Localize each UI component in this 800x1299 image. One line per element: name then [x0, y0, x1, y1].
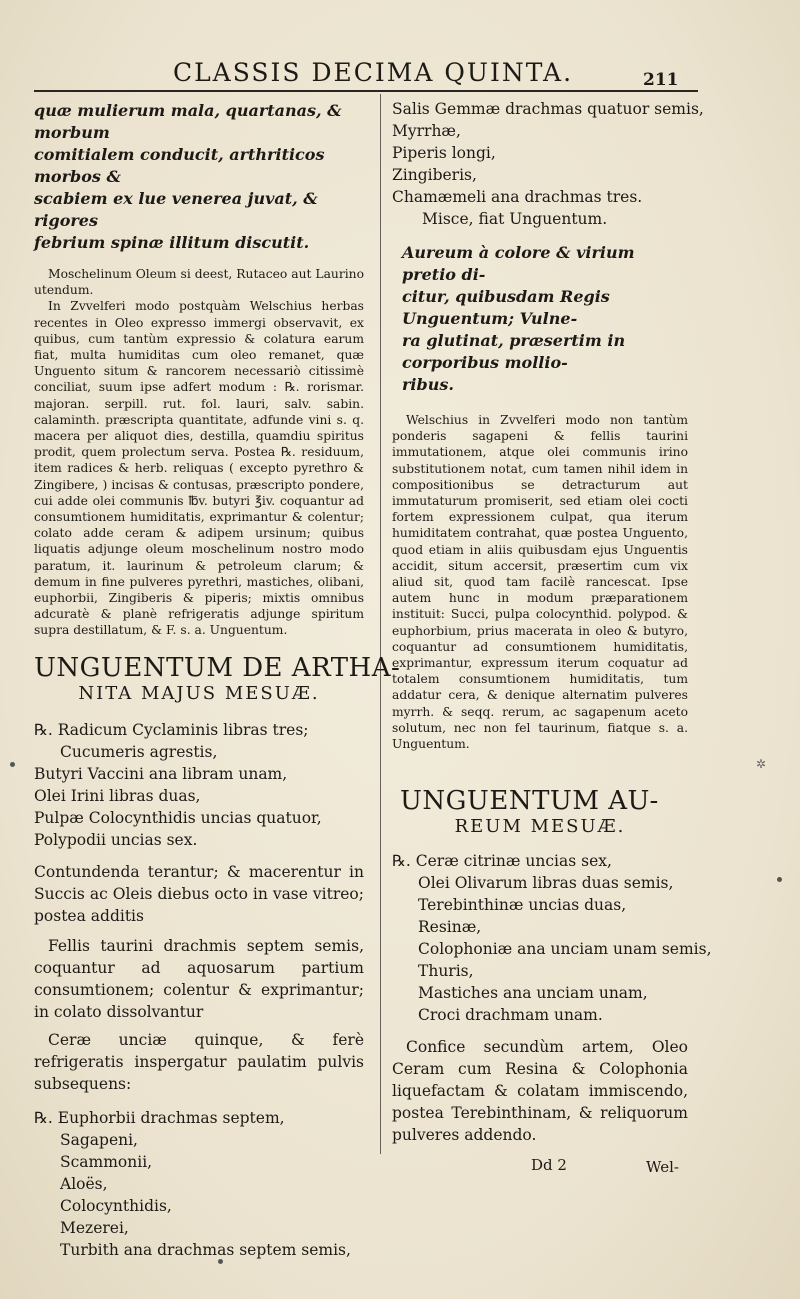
- recipe-line: Colophoniæ ana unciam unam semis,: [418, 940, 712, 959]
- text-line: scabiem ex lue venerea juvat, & rigores: [34, 189, 318, 230]
- recipe-line: Sagapeni,: [60, 1130, 138, 1149]
- recipe-line: Mezerei,: [60, 1218, 129, 1237]
- right-column: [392, 98, 712, 1160]
- recipe-list: [392, 98, 704, 230]
- recipe-line: Terebinthinæ uncias duas,: [418, 896, 627, 915]
- heading-line: REUM MESUÆ.: [454, 816, 626, 838]
- recipe-line: Olei Olivarum libras duas semis,: [418, 874, 674, 893]
- note-text: Welschius in Zvvelferi modo non tantùm ponderis sagapeni & fellis taurini immutationem, atque olei communis irino substitutionem notat, cum tamen nihil idem in compositionibus se detracturum aut immutaturum promiserit, sed etiam olei cocti fortem expressionem culpat, qua iterum humiditatem contrahat, quæ postea Unguento, quod etiam in aliis quibusdam ejus Unguentis accidit, situm accersit, præsertim cum vix aliud sit, quod tam facilè rancescat. Ipse autem hunc in modum præparationem instituit: Succi, pulpa colocynthid. polypod. & euphorbium, prius macerata in oleo & butyro, coquantur ad consumtionem humiditatis, exprimantur, expressum iterum coquatur ad totalem consumtionem humiditatis, tum addatur cera, & denique alternatim pulveres myrrh. & seqq. rerum, ac sagapenum aceto solutum, nec non fel taurinum, fiatque s. a. Unguentum.: [392, 413, 688, 752]
- recipe-line: Chamæmeli ana drachmas tres.: [392, 188, 643, 206]
- recipe-line: Colocynthidis,: [60, 1196, 172, 1215]
- heading-line: UNGUENTUM AU-: [400, 786, 659, 817]
- print-speck: [218, 1259, 223, 1264]
- page-header: CLASSIS DECIMA QUINTA.: [172, 58, 574, 87]
- body-text: Fellis taurini drachmis septem semis, coquantur ad aquosarum partium consumtionem; colentur & exprimantur; in colato dissolvantur: [34, 936, 364, 1021]
- print-speck: [777, 877, 782, 882]
- body-paragraph: [34, 1029, 364, 1095]
- recipe-list: [34, 719, 364, 851]
- recipe-line: Mastiches ana unciam unam,: [418, 984, 648, 1003]
- text-line: ra glutinat, præsertim in corporibus mollio-: [402, 331, 626, 372]
- recipe-list: [34, 1107, 364, 1261]
- recipe-line: Zingiberis,: [392, 166, 477, 184]
- recipe-line: Cucumeris agrestis,: [60, 742, 218, 761]
- text-line: comitialem conducit, arthriticos morbos &: [34, 145, 325, 186]
- recipe-line: Salis Gemmæ drachmas quatuor semis,: [392, 100, 704, 118]
- recipe-line: Polypodii uncias sex.: [34, 830, 198, 849]
- text-line: ribus.: [402, 375, 454, 394]
- page-number: 211: [643, 70, 679, 90]
- text-line: febrium spinæ illitum discutit.: [34, 233, 310, 252]
- ink-blot: ✲: [756, 757, 767, 771]
- recipe-line: Turbith ana drachmas septem semis,: [60, 1240, 351, 1259]
- header-rule: [34, 90, 698, 92]
- note-paragraph: [392, 412, 688, 752]
- text-line: quæ mulierum mala, quartanas, & morbum: [34, 101, 342, 142]
- usage-italic: [392, 242, 688, 396]
- recipe-line: Olei Irini libras duas,: [34, 786, 201, 805]
- signature-mark: Dd 2: [531, 1156, 567, 1174]
- left-column: [34, 100, 401, 1261]
- note-paragraph: [34, 266, 364, 298]
- intro-italic: [34, 100, 364, 254]
- recipe-line: ℞. Ceræ citrinæ uncias sex,: [392, 852, 612, 871]
- recipe-line: Piperis longi,: [392, 144, 496, 162]
- recipe-line: ℞. Radicum Cyclaminis libras tres;: [34, 720, 309, 739]
- recipe-line: Aloës,: [60, 1174, 108, 1193]
- text-line: Aureum à colore & virium pretio di-: [402, 243, 635, 284]
- note-text: In Zvvelferi modo postquàm Welschius herbas recentes in Oleo expresso immergi observavit, ex quibus, cum tantùm expressio & colatura earum fiat, multa humiditas cum oleo remanet, quæ Unguento situm & rancorem necessariò citissimè conciliat, suum ipse adfert modum : ℞. rorismar. majoran. serpill. rut. fol. lauri, salv. sabin. calaminth. præscripta quantitate, adfunde vini s. q. macera per aliquot dies, destilla, quamdiu spiritus prodit, quem prolectum serva. Postea ℞. residuum, item radices & herb. reliquas ( excepto pyrethro & Zingibere, ) incisas & contusas, præscripto pondere, cui adde olei communis ℔v. butyri ℥iv. coquantur ad consumtionem humiditatis, exprimantur & colentur; colato adde ceram & adipem ursinum; quibus liquatis adjunge oleum moschelinum nostro modo paratum, it. laurinum & petroleum clarum; & demum in fine pulveres pyrethri, mastiches, olibani, euphorbii, Zingiberis & piperis; mixtis omnibus adcuratè & planè refrigeratis adjunge spiritum supra destillatum, & F. s. a. Unguentum.: [34, 299, 364, 638]
- column-rule: [380, 94, 381, 1154]
- text-line: citur, quibusdam Regis Unguentum; Vulne-: [402, 287, 610, 328]
- recipe-list: [392, 850, 712, 1026]
- recipe-line: Butyri Vaccini ana libram unam,: [34, 764, 288, 783]
- heading-line: NITA MAJUS MESUÆ.: [78, 682, 320, 704]
- note-text: Moschelinum Oleum si deest, Rutaceo aut Laurino utendum.: [34, 267, 364, 298]
- recipe-line: Thuris,: [418, 962, 474, 981]
- note-paragraph: [34, 298, 364, 638]
- recipe-line: Resinæ,: [418, 918, 482, 937]
- recipe-line: Myrrhæ,: [392, 122, 461, 140]
- recipe-line: Pulpæ Colocynthidis uncias quatuor,: [34, 808, 322, 827]
- body-paragraph: [392, 1036, 688, 1146]
- print-speck: [10, 762, 15, 767]
- body-paragraph: [34, 935, 364, 1023]
- recipe-line: Misce, fiat Unguentum.: [422, 210, 608, 228]
- body-paragraph: Contundenda terantur; & macerentur in Succis ac Oleis diebus octo in vase vitreo; postea additis: [34, 862, 364, 925]
- recipe-line: ℞. Euphorbii drachmas septem,: [34, 1108, 285, 1127]
- section-heading: [392, 786, 688, 838]
- recipe-line: Scammonii,: [60, 1152, 153, 1171]
- catchword: Wel-: [646, 1158, 679, 1176]
- body-text: Ceræ unciæ quinque, & ferè refrigeratis inspergatur paulatim pulvis subsequens:: [34, 1030, 364, 1093]
- section-heading: [34, 652, 401, 705]
- recipe-line: Croci drachmam unam.: [418, 1006, 603, 1025]
- body-text: Confice secundùm artem, Oleo Ceram cum Resina & Colophonia liquefactam & colatam immiscendo, postea Terebinthinam, & reliquorum pulveres addendo.: [392, 1038, 688, 1145]
- heading-line: UNGUENTUM DE ARTHA-: [34, 652, 401, 683]
